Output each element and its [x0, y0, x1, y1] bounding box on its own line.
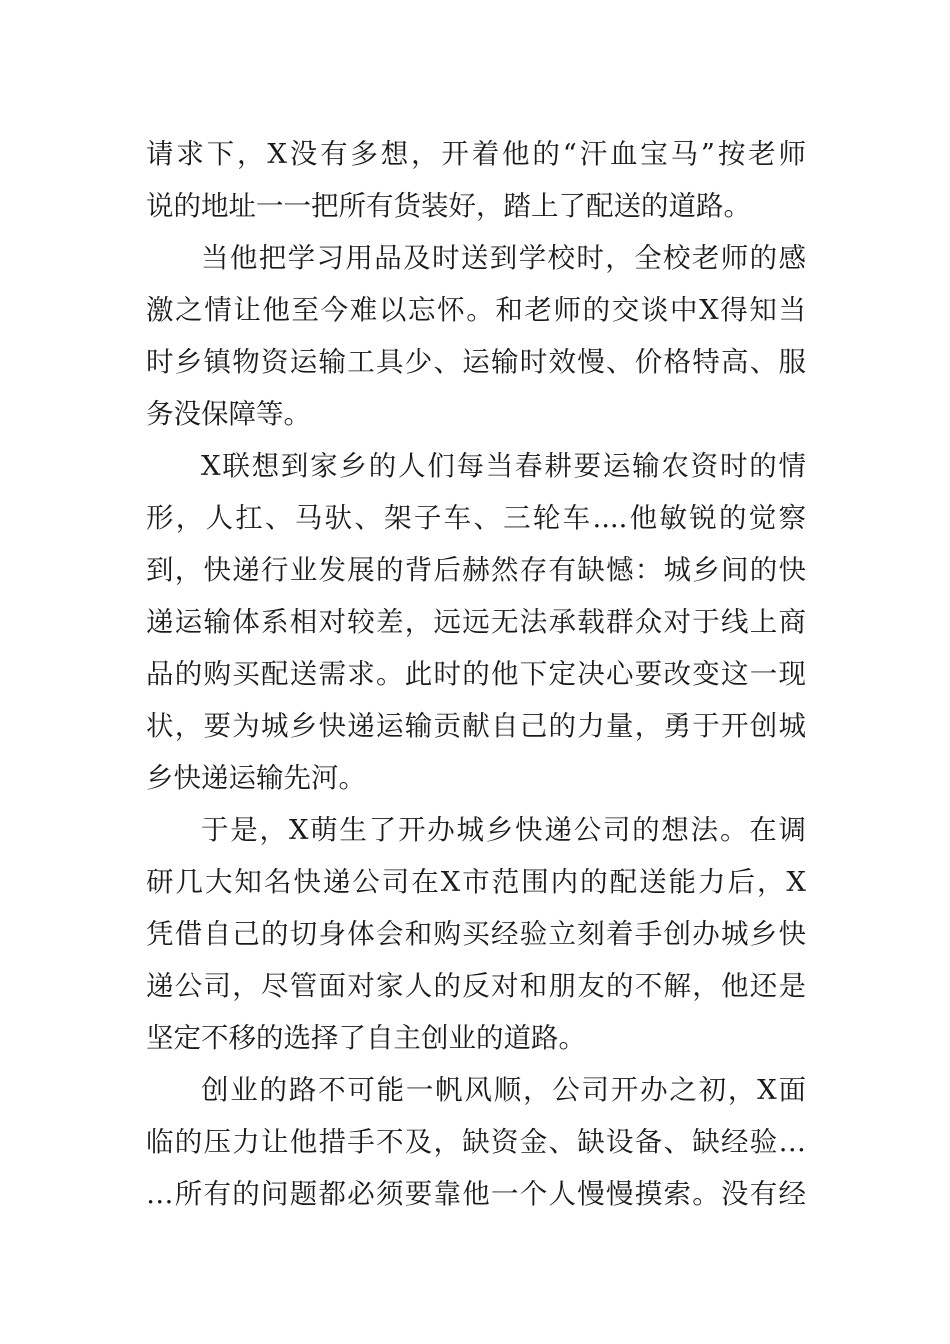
text-line: 递公司，尽管面对家人的反对和朋友的不解，他还是 [146, 970, 806, 1002]
text-line: 时乡镇物资运输工具少、运输时效慢、价格特高、服 [146, 346, 806, 378]
text-line: 凭借自己的切身体会和购买经验立刻着手创办城乡快 [146, 918, 806, 950]
text-line: 研几大知名快递公司在X市范围内的配送能力后，X [146, 866, 806, 898]
text-line: …所有的问题都必须要靠他一个人慢慢摸索。没有经 [146, 1178, 806, 1210]
text-line: 到，快递行业发展的背后赫然存有缺憾：城乡间的快 [146, 554, 806, 586]
paragraph [146, 1064, 806, 1220]
text-line: 形，人扛、马驮、架子车、三轮车....他敏锐的觉察 [146, 502, 806, 534]
text-line: 递运输体系相对较差，远远无法承载群众对于线上商 [146, 606, 806, 638]
text-line: 临的压力让他措手不及，缺资金、缺设备、缺经验… [146, 1126, 806, 1158]
text-line: 创业的路不可能一帆风顺，公司开办之初，X面 [201, 1074, 806, 1106]
text-line: 坚定不移的选择了自主创业的道路。 [146, 1022, 586, 1054]
paragraph [146, 128, 806, 232]
text-line: 于是，X萌生了开办城乡快递公司的想法。在调 [201, 814, 806, 846]
paragraph [146, 232, 806, 440]
paragraph [146, 804, 806, 1064]
text-line: 激之情让他至今难以忘怀。和老师的交谈中X得知当 [146, 294, 806, 326]
text-line: 状，要为城乡快递运输贡献自己的力量，勇于开创城 [146, 710, 806, 742]
text-line: 请求下，X没有多想，开着他的“汗血宝马”按老师 [146, 138, 806, 170]
body-text [146, 128, 806, 1220]
text-line: 当他把学习用品及时送到学校时，全校老师的感 [201, 242, 806, 274]
paragraph [146, 440, 806, 804]
text-line: 乡快递运输先河。 [146, 762, 366, 794]
text-line: 务没保障等。 [146, 398, 311, 430]
text-line: 说的地址一一把所有货装好，踏上了配送的道路。 [146, 190, 751, 222]
text-line: 品的购买配送需求。此时的他下定决心要改变这一现 [146, 658, 806, 690]
text-line: X联想到家乡的人们每当春耕要运输农资时的情 [201, 450, 806, 482]
